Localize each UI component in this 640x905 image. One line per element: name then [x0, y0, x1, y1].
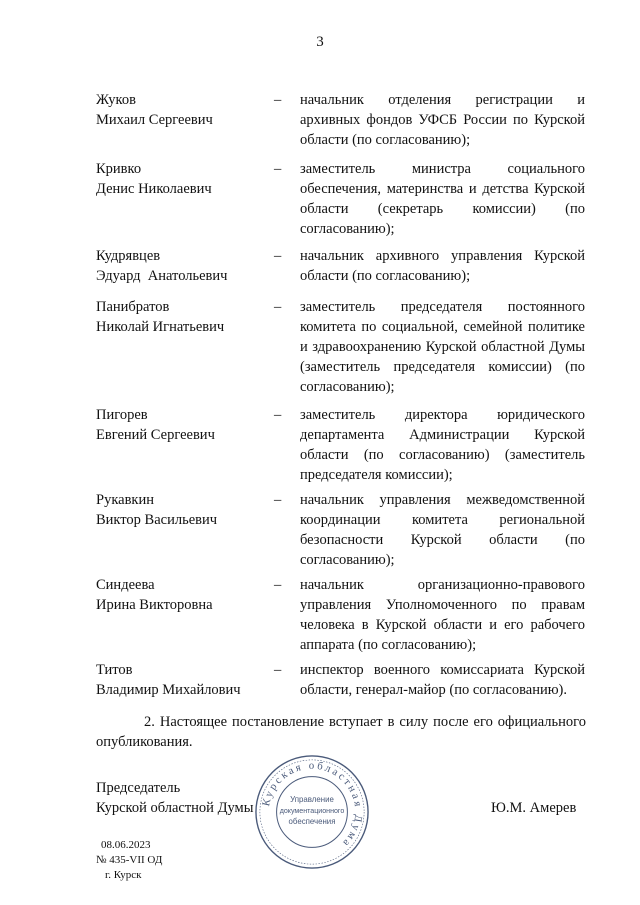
member-role: начальник отделения регистрации и архивных фондов УФСБ России по Курской области (по согласованию);: [300, 92, 585, 148]
official-stamp: [253, 753, 371, 871]
document-details: [96, 838, 162, 883]
member-surname: Кривко: [96, 161, 142, 177]
member-surname: Жуков: [96, 92, 136, 108]
member-role: заместитель председателя постоянного комитета по социальной, семейной политике и здравоохранению Курской областной Думы (заместитель председателя комиссии) (по согласованию);: [300, 299, 585, 395]
member-surname: Панибратов: [96, 299, 170, 315]
member-surname: Синдеева: [96, 577, 155, 593]
stamp-line: документационного: [279, 806, 345, 815]
member-role: начальник организационно-правового управления Уполномоченного по правам человека в Курской области и его рабочего аппарата (по согласованию);: [300, 577, 585, 653]
dash-separator: –: [274, 248, 282, 264]
member-role: инспектор военного комиссариата Курской области, генерал-майор (по согласованию).: [300, 662, 585, 698]
dash-separator: –: [274, 92, 282, 108]
member-name: [96, 159, 271, 199]
member-surname: Титов: [96, 662, 133, 678]
member-name: [96, 405, 271, 445]
dash-separator: –: [274, 407, 282, 423]
signatory-name: Ю.М. Амерев: [491, 800, 577, 816]
dash-separator: –: [274, 161, 282, 177]
page-number: 3: [316, 34, 324, 50]
dash-separator: –: [274, 577, 282, 593]
member-name: [96, 297, 271, 337]
member-given-name: Михаил Сергеевич: [96, 112, 213, 128]
stamp-line: Управление: [290, 795, 334, 805]
member-given-name: Евгений Сергеевич: [96, 427, 215, 443]
member-name: [96, 490, 271, 530]
member-role: заместитель министра социального обеспечения, материнства и детства Курской области (секретарь комиссии) (по согласованию);: [300, 161, 585, 237]
clause-effective-date: 2. Настоящее постановление вступает в силу после его официального опубликования.: [96, 714, 586, 750]
member-surname: Кудрявцев: [96, 248, 161, 264]
member-given-name: Эдуард Анатольевич: [96, 268, 228, 284]
signatory-title: [96, 778, 253, 818]
dash-separator: –: [274, 299, 282, 315]
signatory-title-line: Курской областной Думы: [96, 800, 254, 816]
member-role: заместитель директора юридического департамента Администрации Курской области (по согласованию) (заместитель председателя комиссии);: [300, 407, 585, 483]
member-given-name: Николай Игнатьевич: [96, 319, 225, 335]
member-surname: Пигорев: [96, 407, 148, 423]
member-given-name: Ирина Викторовна: [96, 597, 213, 613]
member-name: [96, 660, 271, 700]
stamp-line: обеспечения: [288, 816, 336, 826]
member-given-name: Виктор Васильевич: [96, 512, 218, 528]
document-date: 08.06.2023: [101, 839, 151, 851]
member-given-name: Владимир Михайлович: [96, 682, 241, 698]
dash-separator: –: [274, 662, 282, 678]
member-name: [96, 575, 271, 615]
document-city: г. Курск: [105, 869, 142, 881]
member-given-name: Денис Николаевич: [96, 181, 212, 197]
document-number: № 435-VII ОД: [96, 854, 163, 866]
signatory-title-line: Председатель: [96, 780, 181, 796]
member-surname: Рукавкин: [96, 492, 154, 508]
stamp-ring-text: Курская областная Дума: [260, 759, 365, 851]
dash-separator: –: [274, 492, 282, 508]
member-name: [96, 246, 271, 286]
member-role: начальник управления межведомственной координации комитета региональной безопасности Курской области (по согласованию);: [300, 492, 585, 568]
member-role: начальник архивного управления Курской области (по согласованию);: [300, 248, 585, 284]
member-name: [96, 90, 271, 130]
